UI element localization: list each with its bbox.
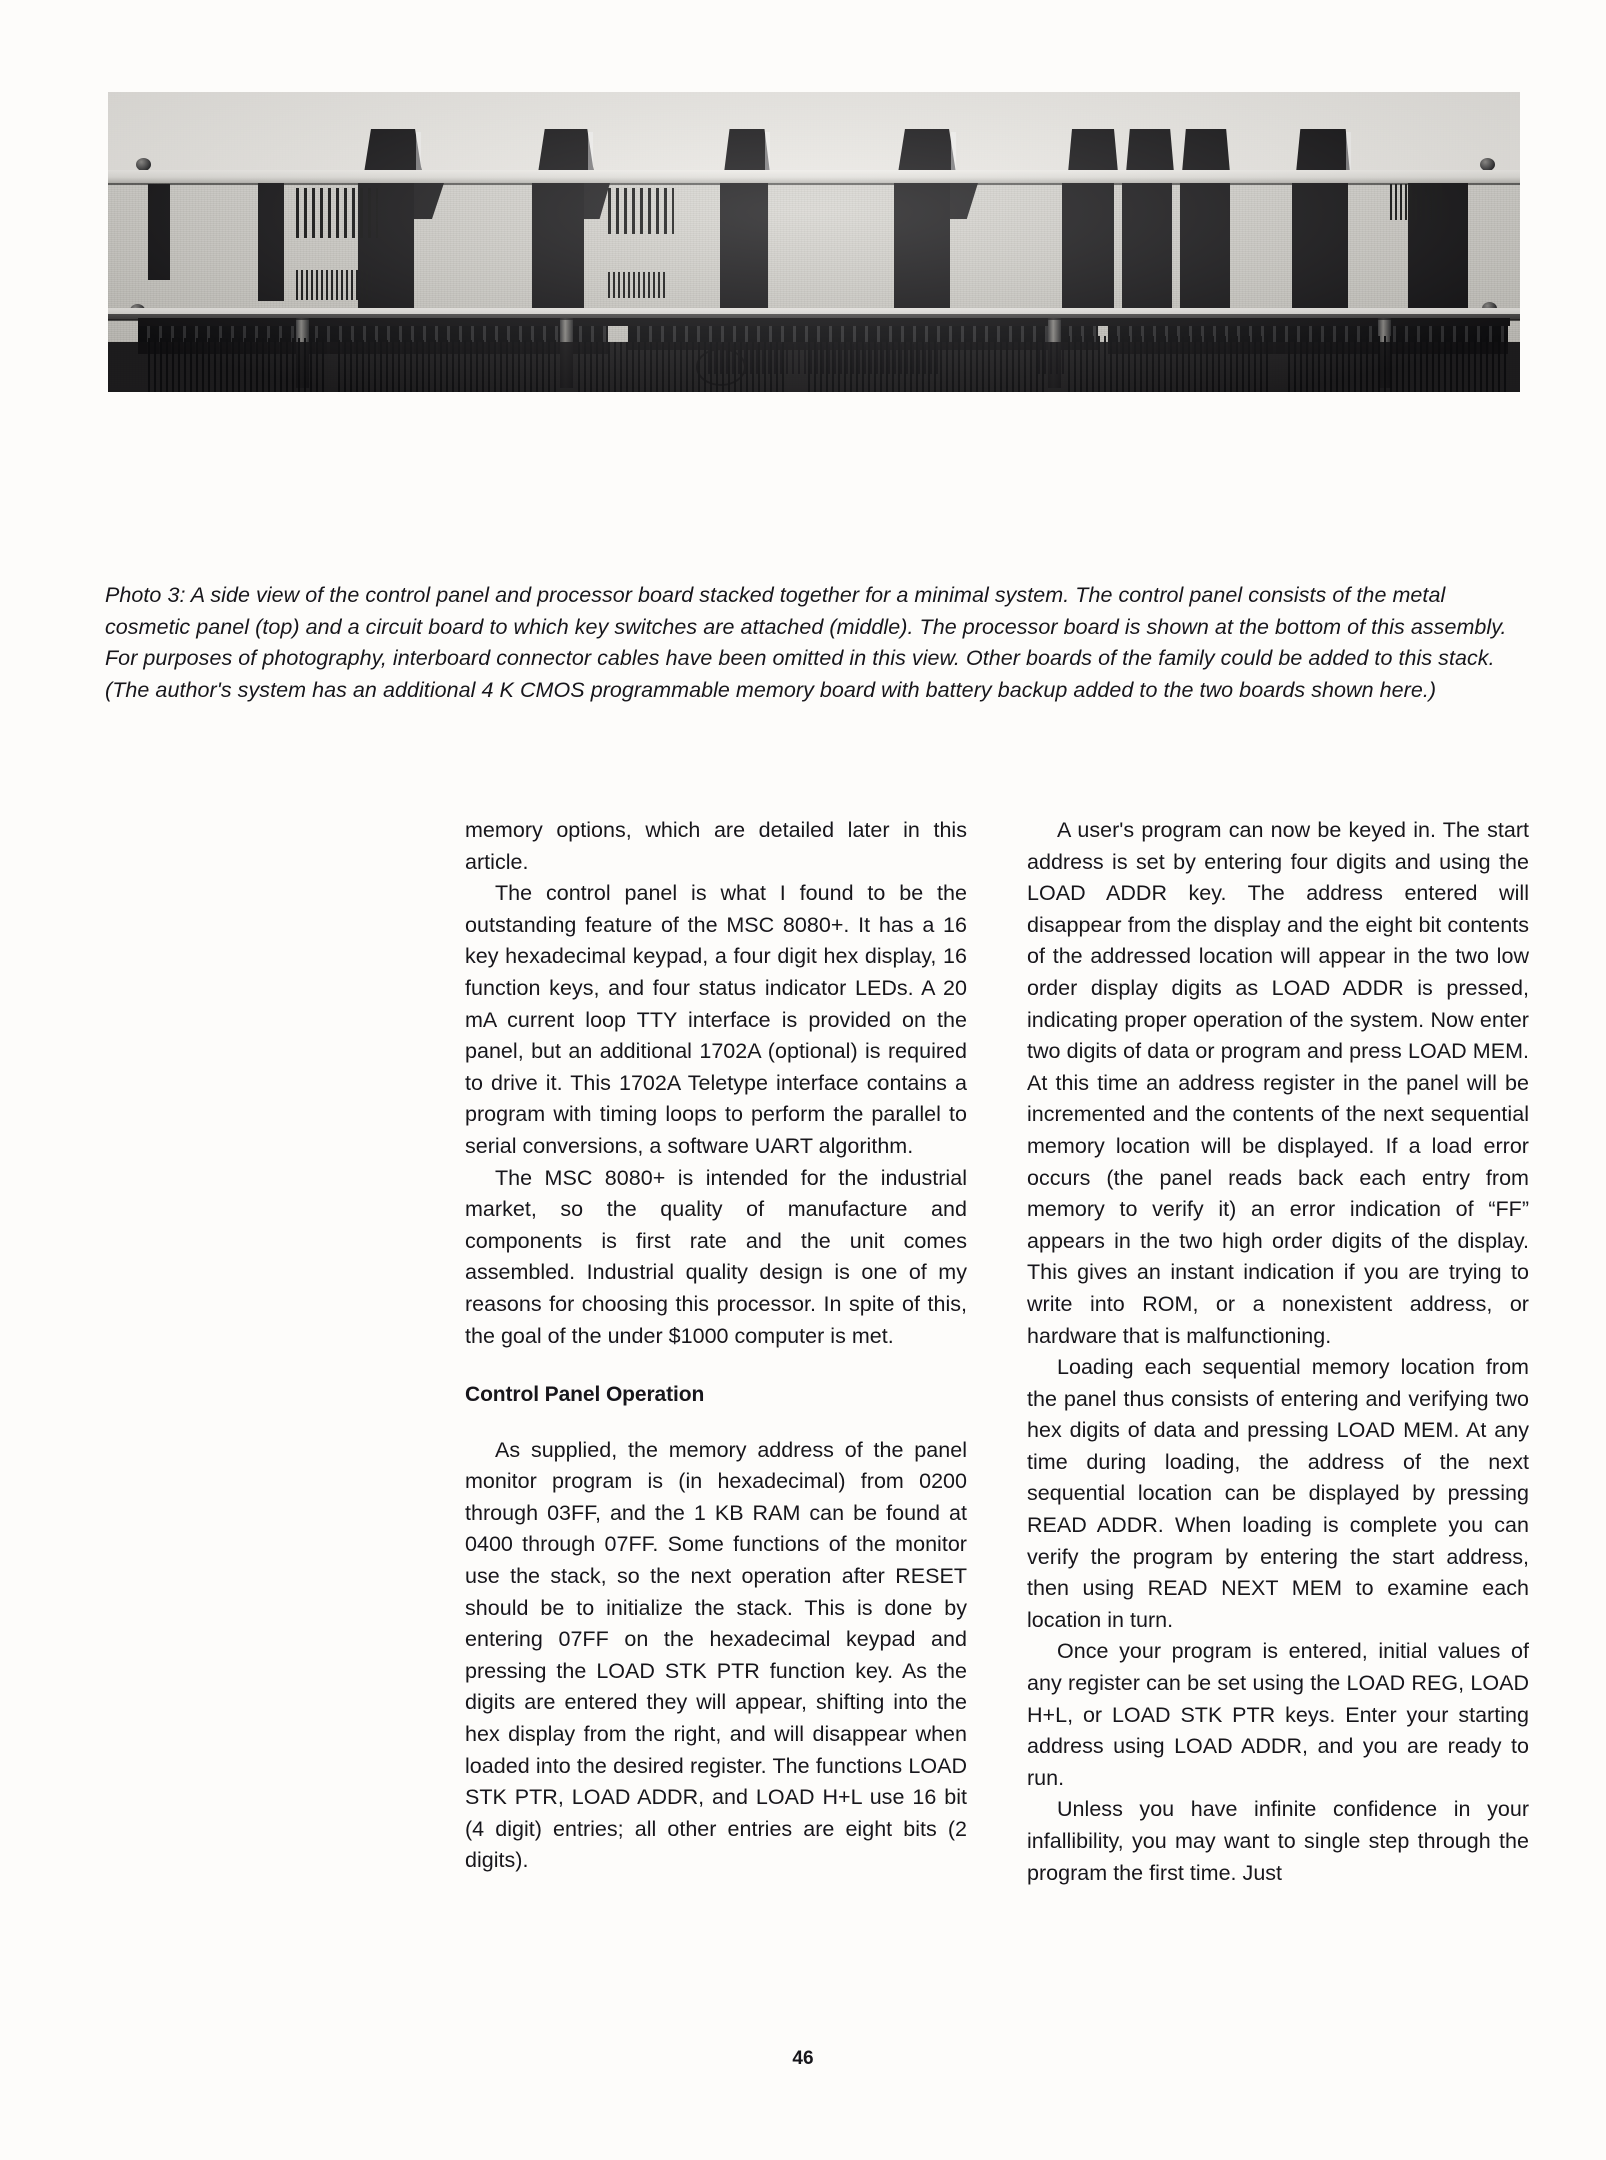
right-column bbox=[1027, 815, 1529, 1889]
paragraph: The MSC 8080+ is intended for the industrial market, so the quality of manufacture and components is first rate and the unit comes assembled. Industrial quality design is one of my reasons for choosing this processor. In spite of this, the goal of the under $1000 computer is met. bbox=[465, 1165, 967, 1348]
photo-3-image bbox=[108, 92, 1520, 392]
paragraph: Once your program is entered, initial values of any register can be set using the LOAD REG, LOAD H+L, or LOAD STK PTR keys. Enter your starting address using LOAD ADDR, and you are ready to run. bbox=[1027, 1639, 1529, 1790]
paragraph: Loading each sequential memory location from the panel thus consists of entering and verifying two hex digits of data and pressing LOAD MEM. At any time during loading, the address of the next sequential location can be displayed by pressing READ ADDR. When loading is complete you can verify the program by entering the start address, then using READ NEXT MEM to examine each location in turn. bbox=[1027, 1355, 1529, 1632]
page-number: 46 bbox=[792, 2048, 814, 2069]
paragraph: The control panel is what I found to be the outstanding feature of the MSC 8080+. It has a 16 key hexadecimal keypad, a four digit hex display, 16 function keys, and four status indicator LEDs. A 20 mA current loop TTY interface is provided on the panel, but an additional 1702A (optional) is required to drive it. This 1702A Teletype interface contains a program with timing loops to perform the parallel to serial conversions, a software UART algorithm. bbox=[465, 881, 967, 1158]
paragraph: Unless you have infinite confidence in your infallibility, you may want to single step through the program the first time. Just bbox=[1027, 1797, 1529, 1885]
paragraph: memory options, which are detailed later in this article. bbox=[465, 818, 967, 874]
photo-caption: Photo 3: A side view of the control panel and processor board stacked together for a minimal system. The control panel consists of the metal cosmetic panel (top) and a circuit board to which key switches are attached (middle). The processor board is shown at the bottom of this assembly. For purposes of photography, interboard connector cables have been omitted in this view. Other boards of the family could be added to this stack. (The author's system has an additional 4 K CMOS programmable memory board with battery backup added to the two boards shown here.) bbox=[105, 583, 1507, 702]
paragraph: A user's program can now be keyed in. The start address is set by entering four digits and using the LOAD ADDR key. The address entered will disappear from the display and the eight bit contents of the addressed location will appear in the two low order display digits as LOAD ADDR is pressed, indicating proper operation of the system. Now enter two digits of data or program and press LOAD MEM. At this time an address register in the panel will be incremented and the contents of the next sequential memory location will be displayed. If a load error occurs (the panel reads back each entry from memory to verify it) an error indication of “FF” appears in the two high order digits of the display. This gives an instant indication if you are trying to write into ROM, or a nonexistent address, or hardware that is malfunctioning. bbox=[1027, 818, 1529, 1348]
paragraph: As supplied, the memory address of the panel monitor program is (in hexadecimal) from 0200 through 03FF, and the 1 KB RAM can be found at 0400 through 07FF. Some functions of the monitor use the stack, so the next operation after RESET should be to initialize the stack. This is done by entering 07FF on the hexadecimal keypad and pressing the LOAD STK PTR function key. As the digits are entered they will appear, shifting into the hex display from the right, and will disappear when loaded into the desired register. The functions LOAD STK PTR, LOAD ADDR, and LOAD H+L use 16 bit (4 digit) entries; all other entries are eight bits (2 digits). bbox=[465, 1437, 967, 1873]
section-heading: Control Panel Operation bbox=[465, 1383, 705, 1407]
left-column bbox=[465, 815, 967, 1889]
photo-vignette bbox=[108, 92, 1520, 392]
article-body bbox=[465, 815, 1530, 1889]
